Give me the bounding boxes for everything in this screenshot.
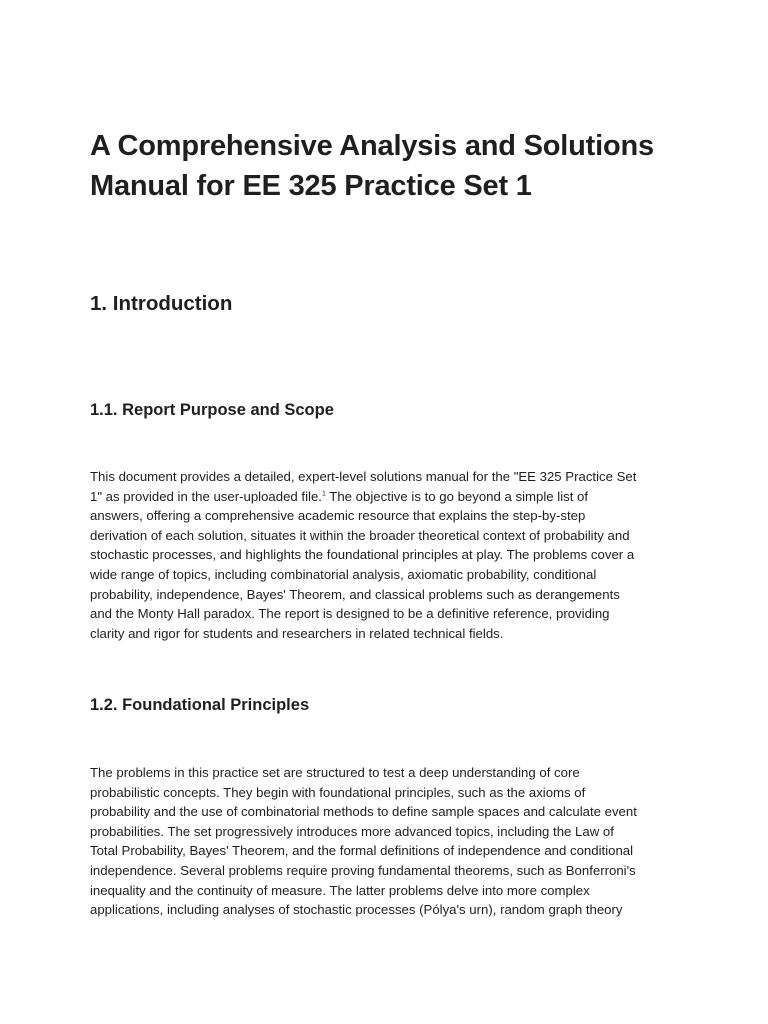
paragraph-line: Total Probability, Bayes' Theorem, and the formal definitions of independence and conditional xyxy=(90,843,634,859)
paragraph-line: probabilistic concepts. They begin with foundational principles, such as the axioms of xyxy=(90,784,586,800)
subsection-heading-purpose-scope: 1.1. Report Purpose and Scope xyxy=(90,401,334,419)
paragraph-line: probabilities. The set progressively introduces more advanced topics, including the Law of xyxy=(90,823,614,839)
section-heading-introduction: 1. Introduction xyxy=(90,292,233,315)
paragraph-line: This document provides a detailed, expert-level solutions manual for the "EE 325 Practice Set xyxy=(90,469,637,484)
paragraph-line-text: 1" as provided in the user-uploaded file. xyxy=(90,488,322,504)
paragraph-line: and the Monty Hall paradox. The report is designed to be a definitive reference, providing xyxy=(90,606,610,622)
subsection-heading-foundational-principles: 1.2. Foundational Principles xyxy=(90,696,310,714)
paragraph-line: The problems in this practice set are structured to test a deep understanding of core xyxy=(90,765,580,780)
paragraph-line: independence. Several problems require proving fundamental theorems, such as Bonferroni's xyxy=(90,862,636,878)
footnote-marker[interactable]: 1 xyxy=(321,490,326,498)
paragraph-line: answers, offering a comprehensive academic resource that explains the step-by-step xyxy=(90,508,586,524)
paragraph-line: applications, including analyses of stochastic processes (Pólya's urn), random graph theory xyxy=(90,902,623,918)
paragraph-line: stochastic processes, and highlights the foundational principles at play. The problems cover a xyxy=(90,547,635,563)
paragraph-line: inequality and the continuity of measure. The latter problems delve into more complex xyxy=(90,882,590,898)
paragraph-line: clarity and rigor for students and researchers in related technical fields. xyxy=(90,625,504,641)
paragraph-line xyxy=(90,487,690,507)
paragraph-foundational-principles xyxy=(90,763,690,920)
document-title: A Comprehensive Analysis and Solutions Manual for EE 325 Practice Set 1 xyxy=(90,130,654,202)
paragraph-line: probability, independence, Bayes' Theorem, and classical problems such as derangements xyxy=(90,586,620,602)
paragraph-line: derivation of each solution, situates it within the broader theoretical context of probability and xyxy=(90,527,630,543)
paragraph-purpose-scope xyxy=(90,467,690,643)
paragraph-line: wide range of topics, including combinatorial analysis, axiomatic probability, conditional xyxy=(90,566,597,582)
paragraph-line-text: The objective is to go beyond a simple list of xyxy=(325,488,589,504)
paragraph-line: probability and the use of combinatorial methods to define sample spaces and calculate event xyxy=(90,804,637,820)
